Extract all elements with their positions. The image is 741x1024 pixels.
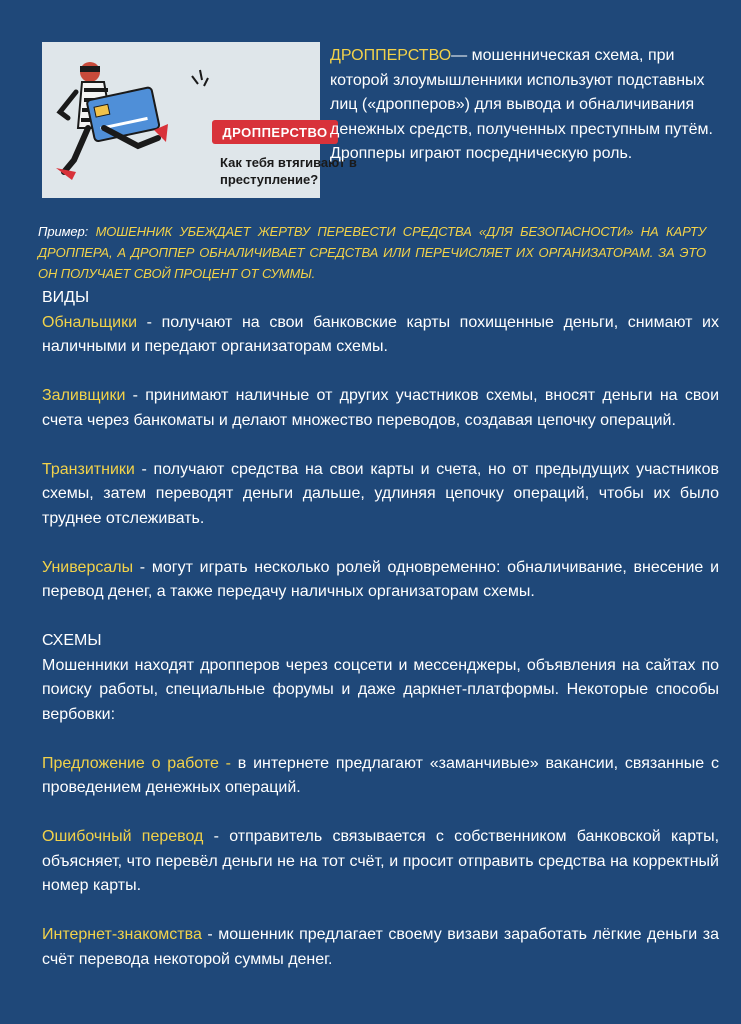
intro-role: Дропперы играют посредническую роль. [330,145,633,162]
scheme-text: - отправитель связывается с собственником банковской карты, объясняет, что перевёл деньги не на тот счёт, и просит отправить средства на корректный номер карты. [42,828,720,894]
type-term: Универсалы [42,558,134,576]
type-text: - получают на свои банковские карты похищенные деньги, снимают их наличными и передают организаторам схемы. [42,313,719,355]
intro-definition: — мошенническая схема, при которой злоумышленники используют подставных лиц («дропперов») для вывода и обналичивания денежных средств, полученных преступным путём. [330,47,713,138]
type-text: - принимают наличные от других участников схемы, вносят деньги на свои счета через банкоматы и делают множество переводов, создавая цепочку операций. [42,387,719,429]
scheme-text: - мошенник предлагает своему визави заработать лёгкие деньги за счёт перевода некоторой суммы денег. [42,926,719,968]
intro-block [330,44,730,167]
type-text: - получают средства на свои карты и счета, но от предыдущих участников схемы, затем переводят деньги дальше, удлиняя цепочку операций, чтобы их было труднее отслеживать. [42,460,719,527]
type-text: - могут играть несколько ролей одновременно: обналичивание, внесение и перевод денег, а также передачу наличных организаторам схемы. [42,558,719,600]
scheme-term: Ошибочный перевод [42,828,204,845]
example-label: Пример: [38,224,89,239]
type-term: Транзитники [42,460,135,478]
intro-term: ДРОППЕРСТВО [330,47,452,64]
type-item-transit [42,458,719,532]
scheme-term: Интернет-знакомства [42,926,202,943]
schemes-intro: Мошенники находят дропперов через соцсети и мессенджеры, объявления на сайтах по поиску работы, специальные форумы и даже даркнет-платформы. Некоторые способы вербовки: [42,656,719,723]
type-term: Заливщики [42,387,126,404]
scheme-item-wrong-transfer [42,825,719,899]
scheme-item-online-dating [42,923,719,972]
hero-badge: ДРОППЕРСТВО [212,120,338,144]
main-content [42,286,719,972]
example-block [38,221,706,284]
type-item-cashers [42,311,719,360]
type-term: Обнальщики [42,313,138,331]
schemes-heading: СХЕМЫ [42,632,102,649]
scheme-term: Предложение о работе - [42,754,231,772]
hero-image [42,42,357,198]
hero-question: Как тебя втягивают в преступление? [220,155,357,187]
scheme-text: в интернете предлагают «заманчивые» вакансии, связанные с проведением денежных операций. [42,754,720,796]
example-text: МОШЕННИК УБЕЖДАЕТ ЖЕРТВУ ПЕРЕВЕСТИ СРЕДСТВА «ДЛЯ БЕЗОПАСНОСТИ» НА КАРТУ ДРОППЕРА, А ДРОППЕР ОБНАЛИЧИВАЕТ СРЕДСТВА ИЛИ ПЕРЕЧИСЛЯЕТ ИХ ОРГАНИЗАТОРАМ. ЗА ЭТО ОН ПОЛУЧАЕТ СВОЙ ПРОЦЕНТ ОТ СУММЫ. [38,224,706,281]
type-item-universal [42,556,719,605]
type-item-depositors [42,384,719,433]
scheme-item-job-offer [42,752,719,801]
definition-paragraph [330,44,730,142]
types-heading: ВИДЫ [42,289,90,306]
